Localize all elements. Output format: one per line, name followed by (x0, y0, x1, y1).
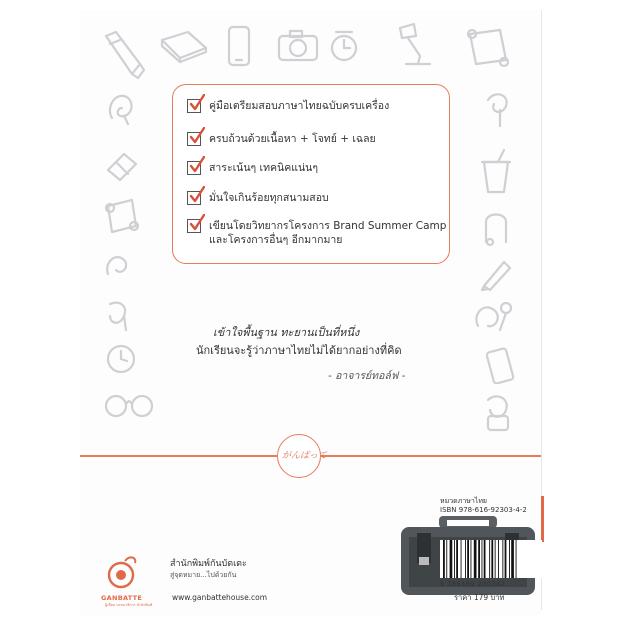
thai-letter-icon (480, 208, 512, 248)
feature-text: สาระเน้นๆ เทคนิคแน่นๆ (209, 162, 319, 174)
lamp-icon (392, 22, 434, 68)
check-icon (187, 219, 201, 233)
feature-item (187, 161, 318, 175)
feature-text: มั่นใจเกินร้อยทุกสนามสอบ (209, 192, 329, 204)
headphones-icon (470, 296, 518, 342)
divider-left (80, 455, 278, 457)
check-icon (187, 132, 201, 146)
highlighter-icon (100, 30, 146, 80)
feature-item (187, 219, 446, 247)
thai-letter-icon (100, 248, 134, 284)
feature-text: ครบถ้วนด้วยเนื้อหา + โจทย์ + เฉลย (209, 133, 376, 145)
eraser-icon (104, 148, 140, 184)
feature-item (187, 99, 389, 113)
bubble-text: がんばって (282, 451, 328, 461)
website-link[interactable]: www.ganbattehouse.com (172, 593, 268, 602)
feature-text: คู่มือเตรียมสอบภาษาไทยฉบับครบเครื่อง (209, 100, 390, 112)
thai-letter-icon (480, 390, 516, 434)
ganbatte-logo-icon (103, 555, 143, 591)
quote-author: - อาจารย์ทอล์ฟ - (328, 370, 406, 382)
thai-letter-icon (104, 88, 138, 128)
scroll-icon-2 (102, 196, 142, 236)
check-icon (187, 191, 201, 205)
isbn-label: ISBN 978-616-92303-4-2 (440, 506, 527, 514)
feature-box (172, 84, 450, 264)
publisher-name: สำนักพิมพ์กันบัตเตะ (170, 559, 247, 569)
thai-letter-icon (100, 296, 136, 336)
publisher-slogan: สู่จุดหมาย...ไปด้วยกัน (170, 571, 237, 579)
phone-icon (486, 344, 518, 384)
scroll-icon (464, 26, 510, 70)
feature-text: เขียนโดยวิทยากรโครงการ Brand Summer Camp และโครงการอื่นๆ อีกมากมาย (209, 220, 447, 246)
clock-icon (326, 28, 362, 64)
divider-right (320, 455, 541, 457)
barcode-icon (440, 540, 542, 578)
check-icon (187, 161, 201, 175)
clock-icon (104, 342, 138, 376)
pencil-icon (478, 256, 514, 292)
thai-letter-icon (480, 88, 514, 130)
quote-line-1: เข้าใจพื้นฐาน ทะยานเป็นที่หนึ่ง (213, 326, 360, 339)
camera-icon (276, 28, 320, 64)
category-label: หมวดภาษาไทย (440, 497, 488, 505)
book-icon (158, 28, 210, 64)
feature-item (187, 191, 329, 205)
price-label: ราคา 179 บาท (454, 593, 505, 602)
feature-item (187, 132, 376, 146)
red-spine-tab (541, 496, 544, 542)
cup-icon (478, 148, 514, 196)
logo-tagline: ผู้เขียน บรรณาธิการ สำนักพิมพ์ (105, 603, 153, 607)
logo-name: GANBATTE (101, 594, 143, 602)
check-icon (187, 99, 201, 113)
glasses-icon (102, 388, 156, 422)
quote-line-2: นักเรียนจะรู้ว่าภาษาไทยไม่ได้ยากอย่างที่คิด (196, 344, 402, 357)
phone-icon (226, 24, 252, 68)
barcode-number: 9 786169 230342 (440, 580, 506, 588)
